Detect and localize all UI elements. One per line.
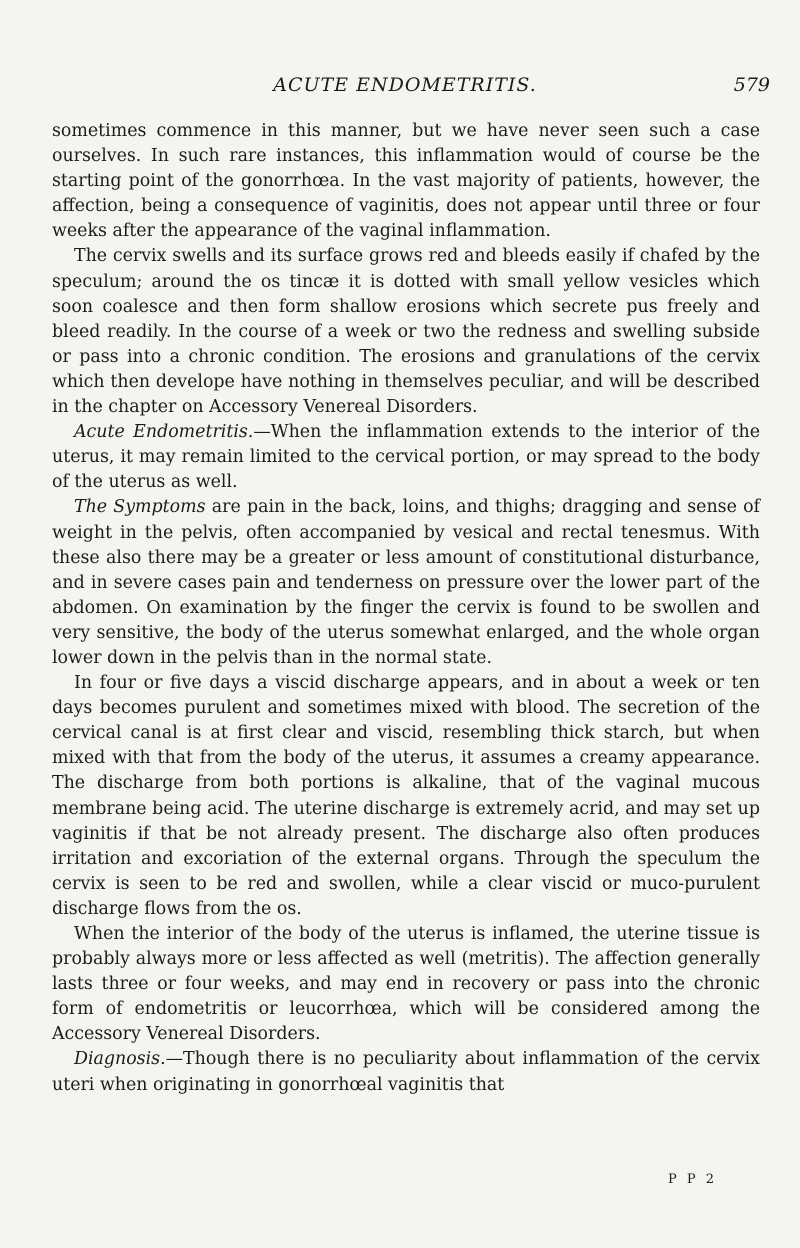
signature-mark: P P 2 [668, 1172, 718, 1187]
paragraph-metritis [52, 922, 760, 1047]
page-number: 579 [733, 74, 770, 96]
paragraph-diagnosis [52, 1047, 760, 1097]
running-title: ACUTE ENDOMETRITIS. [273, 74, 537, 96]
section-heading: Acute Endometritis. [74, 422, 254, 443]
paragraph-text: —Though there is no peculiarity about inflammation of the cervix uteri when originating in gonorrhœal vaginitis that [52, 1049, 760, 1095]
paragraph-text: sometimes commence in this manner, but we have never seen such a case ourselves. In such rare instances, this inflammation would of course be the starting point of the gonorrhœa. In the vast majority of patients, however, the affection, being a consequence of vaginitis, does not appear until three or four weeks after the appearance of the vaginal inflammation. [52, 121, 760, 242]
running-head [40, 74, 770, 102]
paragraph-text: —When the inflammation extends to the interior of the uterus, it may remain limited to the cervical portion, or may spread to the body of the uterus as well. [52, 422, 760, 493]
paragraph-acute-endometritis [52, 420, 760, 495]
paragraph-discharge [52, 671, 760, 922]
paragraph-continuation [52, 119, 760, 244]
paragraph-cervix [52, 244, 760, 420]
paragraph-text: In four or five days a viscid discharge appears, and in about a week or ten days becomes purulent and sometimes mixed with blood. The secretion of the cervical canal is at first clear and viscid, resembling thick starch, but when mixed with that from the body of the uterus, it assumes a creamy appearance. The discharge from both portions is alkaline, that of the vaginal mucous membrane being acid. The uterine discharge is extremely acrid, and may set up vaginitis if that be not already present. The discharge also often produces irritation and excoriation of the external organs. Through the speculum the cervix is seen to be red and swollen, while a clear viscid or muco-purulent discharge flows from the os. [52, 673, 760, 919]
paragraph-text: When the interior of the body of the uterus is inflamed, the uterine tissue is probably always more or less affected as well (metritis). The affection generally lasts three or four weeks, and may end in recovery or pass into the chronic form of endometritis or leucorrhœa, which will be considered among the Accessory Venereal Disorders. [52, 924, 760, 1045]
section-heading: Diagnosis. [74, 1049, 166, 1070]
paragraph-text: are pain in the back, loins, and thighs; dragging and sense of weight in the pelvis, often accompanied by vesical and rectal tenesmus. With these also there may be a greater or less amount of constitutional disturbance, and in severe cases pain and tenderness on pressure over the lower part of the abdomen. On examination by the finger the cervix is found to be swollen and very sensitive, the body of the uterus somewhat enlarged, and the whole organ lower down in the pelvis than in the normal state. [52, 497, 760, 668]
body-text [52, 119, 760, 1098]
section-heading: The Symptoms [74, 497, 206, 518]
paragraph-symptoms [52, 495, 760, 671]
paragraph-text: The cervix swells and its surface grows red and bleeds easily if chafed by the speculum; around the os tincæ it is dotted with small yellow vesicles which soon coalesce and then form shallow erosions which secrete pus freely and bleed readily. In the course of a week or two the redness and swelling subside or pass into a chronic condition. The erosions and granulations of the cervix which then develope have nothing in themselves peculiar, and will be described in the chapter on Accessory Venereal Disorders. [52, 246, 760, 418]
